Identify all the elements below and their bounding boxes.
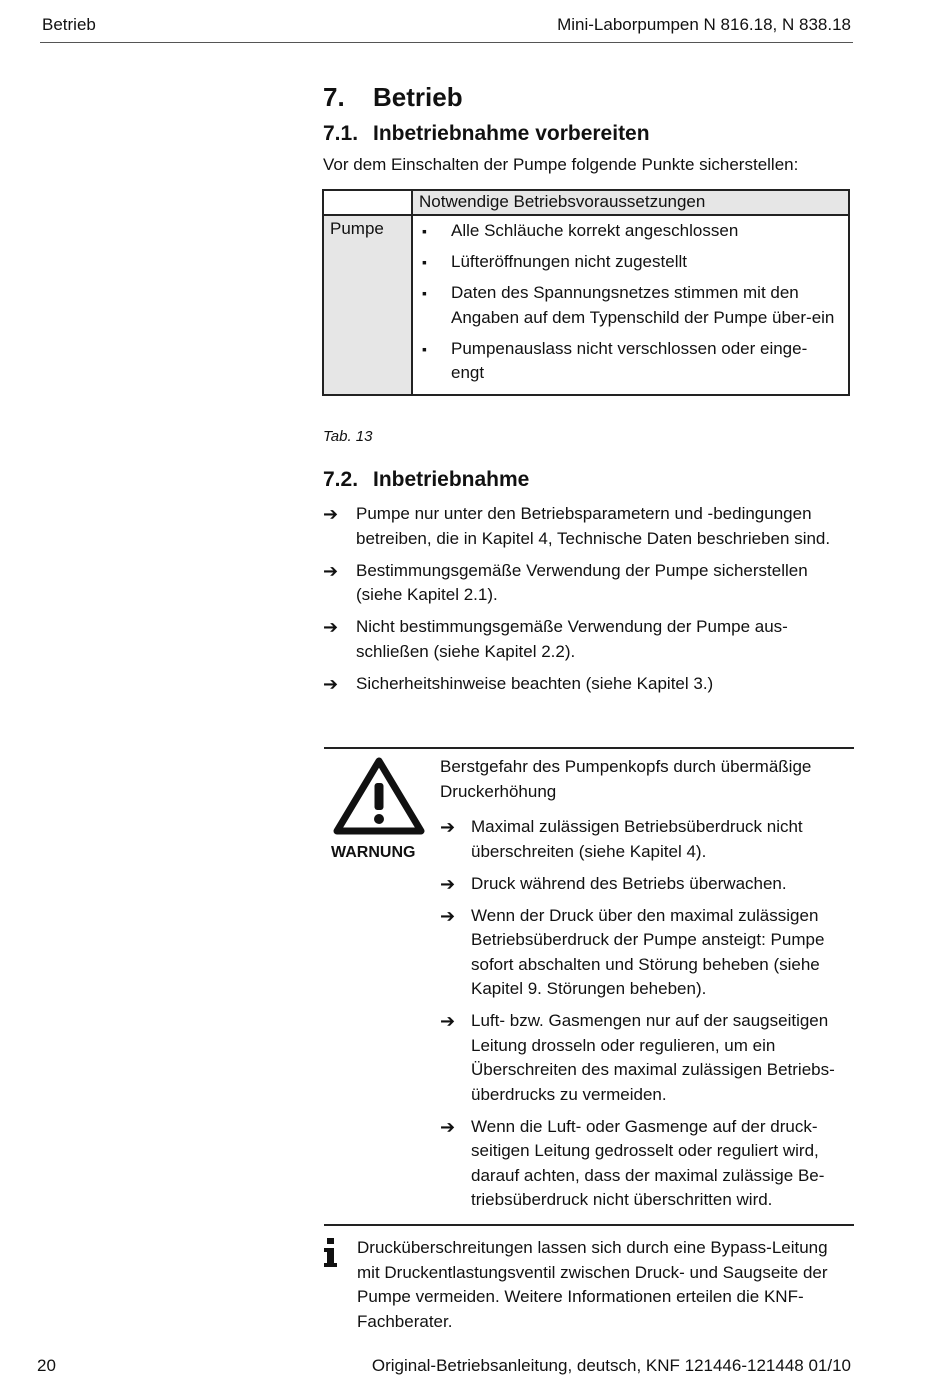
list-item-text: Sicherheitshinweise beachten (siehe Kapitel 3.) [356,673,714,693]
list-item: ▪ Lüfteröffnungen nicht zugestellt [419,250,838,275]
list-item [323,502,843,551]
list-item: ▪ Pumpenauslass nicht verschlossen oder einge-engt [419,337,838,386]
list-item-text: Nicht bestimmungsgemäße Verwendung der Pumpe aus-schließen (siehe Kapitel 2.2). [356,617,788,661]
arrow-icon: ➔ [323,560,339,581]
arrow-icon: ➔ [323,673,339,694]
section-heading-7-1 [323,122,650,146]
section-title: Inbetriebnahme vorbereiten [373,122,650,145]
chapter-number: 7. [323,82,345,112]
table-row-label: Pumpe [323,215,412,395]
requirements-list [419,219,838,386]
arrow-icon: ➔ [440,817,456,837]
info-top-rule [324,1224,854,1226]
arrow-icon: ➔ [323,504,339,524]
list-item: ▪ Alle Schläuche korrekt angeschlossen [419,219,838,244]
table-row [323,215,849,395]
arrow-icon: ➔ [440,1116,456,1137]
table-column-header: Notwendige Betriebsvoraussetzungen [412,190,849,215]
table-header-row [323,190,849,215]
list-item [440,815,852,864]
table-corner-cell [323,190,412,215]
list-item [323,559,843,608]
running-header-title: Mini-Laborpumpen N 816.18, N 838.18 [557,15,851,34]
list-item-text: Pumpe nur unter den Betriebsparametern und -bedingungen betreiben, die in Kapitel 4, Technische Daten beschrieben sind. [356,504,831,548]
section-number: 7.1. [323,122,359,145]
section-heading-7-2 [323,468,529,492]
running-header-section: Betrieb [42,15,96,34]
warning-instruction-list [440,815,852,1220]
arrow-icon: ➔ [440,1011,456,1031]
table-caption: Tab. 13 [323,428,373,445]
table-requirements-cell [412,215,849,395]
warning-top-rule [324,747,854,749]
requirements-table [322,189,850,396]
info-icon [322,1238,338,1268]
list-item-text: Maximal zulässigen Betriebsüberdruck nicht überschreiten (siehe Kapitel 4). [471,817,803,861]
list-item-text: Bestimmungsgemäße Verwendung der Pumpe sicherstellen (siehe Kapitel 2.1). [356,560,808,604]
info-note: Drucküberschreitungen lassen sich durch eine Bypass-Leitung mit Druckentlastungsventil zwischen Druck- und Saugseite der Pumpe vermeiden. Weitere Informationen erteilen die KNF-Fachberater. [357,1238,828,1331]
list-item-text: Wenn die Luft- oder Gasmenge auf der druck-seitigen Leitung gedrosselt oder reguliert wird, darauf achten, dass der maximal zulässige Be-triebsüberdruck nicht überschritten wird. [471,1116,825,1209]
warning-label: WARNUNG [331,844,416,861]
list-item-text: Luft- bzw. Gasmengen nur auf der saugseitigen Leitung drosseln oder regulieren, um ein Überschreiten des maximal zulässigen Betriebs-überdrucks zu vermeiden. [471,1011,835,1104]
list-item [440,1009,852,1107]
warning-title: Berstgefahr des Pumpenkopfs durch übermäßige Druckerhöhung [440,757,812,801]
page-number: 20 [37,1356,56,1375]
warning-triangle-icon [333,757,425,835]
list-item [323,672,843,697]
list-item [440,904,852,1002]
header-rule [40,42,853,43]
section-title: Inbetriebnahme [373,468,530,491]
list-item-text: Druck während des Betriebs überwachen. [471,873,787,893]
list-item [323,615,843,664]
list-item [440,1115,852,1213]
chapter-heading [323,82,463,113]
arrow-icon: ➔ [440,905,456,926]
document-reference: Original-Betriebsanleitung, deutsch, KNF 121446-121448 01/10 [371,1356,851,1375]
instruction-list [323,502,843,704]
intro-paragraph: Vor dem Einschalten der Pumpe folgende Punkte sicherstellen: [323,155,799,174]
list-item-text: Wenn der Druck über den maximal zulässigen Betriebsüberdruck der Pumpe ansteigt: Pumpe sofort abschalten und Störung beheben (siehe Kapitel 9. Störungen beheben). [471,905,825,998]
section-number: 7.2. [323,468,359,491]
list-item [440,872,852,897]
arrow-icon: ➔ [323,617,339,637]
list-item: ▪ Daten des Spannungsnetzes stimmen mit den Angaben auf dem Typenschild der Pumpe über-ein [419,281,838,330]
chapter-title: Betrieb [373,82,463,112]
arrow-icon: ➔ [440,873,456,894]
